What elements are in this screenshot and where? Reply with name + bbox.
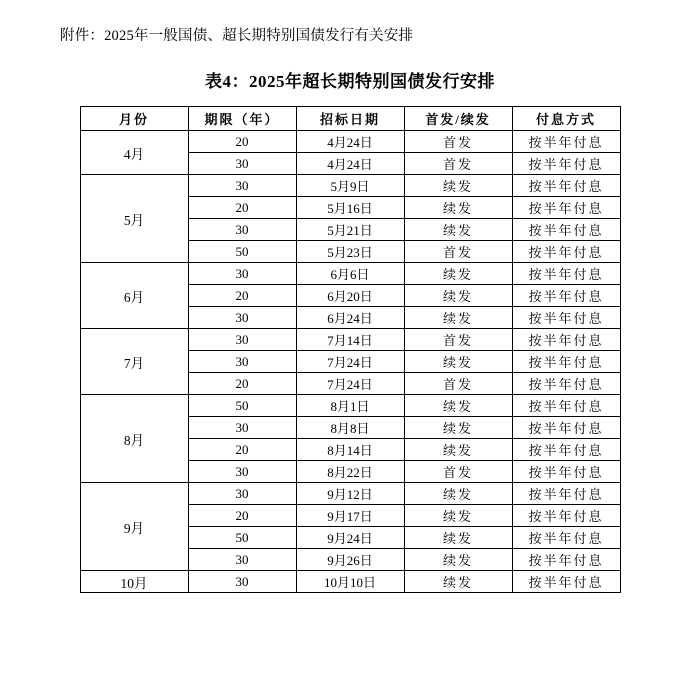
cell-auction-date: 8月22日 xyxy=(296,461,404,483)
cell-interest-payment: 按半年付息 xyxy=(512,131,620,153)
cell-issue-type: 续发 xyxy=(404,395,512,417)
cell-term: 30 xyxy=(188,483,296,505)
cell-interest-payment: 按半年付息 xyxy=(512,285,620,307)
cell-term: 30 xyxy=(188,417,296,439)
cell-term: 20 xyxy=(188,373,296,395)
cell-issue-type: 续发 xyxy=(404,285,512,307)
cell-term: 30 xyxy=(188,175,296,197)
table-row xyxy=(80,483,620,505)
cell-month: 6月 xyxy=(80,263,188,329)
cell-interest-payment: 按半年付息 xyxy=(512,483,620,505)
column-header-month: 月份 xyxy=(80,107,188,131)
cell-auction-date: 5月16日 xyxy=(296,197,404,219)
cell-term: 20 xyxy=(188,285,296,307)
cell-issue-type: 续发 xyxy=(404,571,512,593)
cell-issue-type: 首发 xyxy=(404,461,512,483)
cell-term: 30 xyxy=(188,461,296,483)
cell-term: 30 xyxy=(188,219,296,241)
column-header-auction-date: 招标日期 xyxy=(296,107,404,131)
cell-interest-payment: 按半年付息 xyxy=(512,417,620,439)
cell-term: 50 xyxy=(188,395,296,417)
bond-issuance-table xyxy=(80,106,621,593)
table-row xyxy=(80,175,620,197)
attachment-note: 附件：2025年一般国债、超长期特别国债发行有关安排 xyxy=(60,28,414,44)
cell-auction-date: 6月6日 xyxy=(296,263,404,285)
column-header-interest-payment: 付息方式 xyxy=(512,107,620,131)
cell-auction-date: 5月23日 xyxy=(296,241,404,263)
cell-auction-date: 5月21日 xyxy=(296,219,404,241)
cell-auction-date: 7月24日 xyxy=(296,373,404,395)
cell-interest-payment: 按半年付息 xyxy=(512,351,620,373)
cell-term: 30 xyxy=(188,351,296,373)
cell-interest-payment: 按半年付息 xyxy=(512,439,620,461)
cell-issue-type: 续发 xyxy=(404,197,512,219)
cell-issue-type: 首发 xyxy=(404,373,512,395)
cell-auction-date: 6月20日 xyxy=(296,285,404,307)
cell-issue-type: 续发 xyxy=(404,417,512,439)
cell-auction-date: 9月12日 xyxy=(296,483,404,505)
cell-interest-payment: 按半年付息 xyxy=(512,263,620,285)
table-body xyxy=(80,131,620,593)
cell-month: 8月 xyxy=(80,395,188,483)
cell-month: 4月 xyxy=(80,131,188,175)
column-header-issue-type: 首发/续发 xyxy=(404,107,512,131)
cell-auction-date: 5月9日 xyxy=(296,175,404,197)
cell-term: 30 xyxy=(188,263,296,285)
cell-term: 20 xyxy=(188,439,296,461)
table-header xyxy=(80,107,620,131)
cell-issue-type: 续发 xyxy=(404,175,512,197)
cell-auction-date: 10月10日 xyxy=(296,571,404,593)
cell-interest-payment: 按半年付息 xyxy=(512,461,620,483)
cell-issue-type: 续发 xyxy=(404,439,512,461)
cell-term: 30 xyxy=(188,329,296,351)
cell-month: 5月 xyxy=(80,175,188,263)
document-page xyxy=(0,24,700,687)
cell-issue-type: 续发 xyxy=(404,219,512,241)
cell-auction-date: 4月24日 xyxy=(296,131,404,153)
cell-interest-payment: 按半年付息 xyxy=(512,219,620,241)
cell-issue-type: 首发 xyxy=(404,131,512,153)
cell-issue-type: 首发 xyxy=(404,153,512,175)
table-header-row xyxy=(80,107,620,131)
cell-auction-date: 8月14日 xyxy=(296,439,404,461)
table-row xyxy=(80,131,620,153)
cell-term: 50 xyxy=(188,527,296,549)
cell-interest-payment: 按半年付息 xyxy=(512,527,620,549)
table-row xyxy=(80,395,620,417)
cell-interest-payment: 按半年付息 xyxy=(512,549,620,571)
table-row xyxy=(80,571,620,593)
cell-auction-date: 8月1日 xyxy=(296,395,404,417)
cell-interest-payment: 按半年付息 xyxy=(512,505,620,527)
cell-issue-type: 续发 xyxy=(404,307,512,329)
cell-auction-date: 7月24日 xyxy=(296,351,404,373)
cell-interest-payment: 按半年付息 xyxy=(512,395,620,417)
cell-interest-payment: 按半年付息 xyxy=(512,175,620,197)
cell-interest-payment: 按半年付息 xyxy=(512,571,620,593)
cell-term: 30 xyxy=(188,153,296,175)
cell-auction-date: 7月14日 xyxy=(296,329,404,351)
table-title: 表4：2025年超长期特别国债发行安排 xyxy=(205,72,495,91)
cell-interest-payment: 按半年付息 xyxy=(512,329,620,351)
cell-term: 20 xyxy=(188,197,296,219)
cell-auction-date: 9月17日 xyxy=(296,505,404,527)
cell-interest-payment: 按半年付息 xyxy=(512,153,620,175)
cell-term: 50 xyxy=(188,241,296,263)
cell-auction-date: 6月24日 xyxy=(296,307,404,329)
cell-interest-payment: 按半年付息 xyxy=(512,373,620,395)
cell-month: 7月 xyxy=(80,329,188,395)
cell-interest-payment: 按半年付息 xyxy=(512,197,620,219)
cell-auction-date: 8月8日 xyxy=(296,417,404,439)
cell-issue-type: 首发 xyxy=(404,241,512,263)
cell-term: 20 xyxy=(188,505,296,527)
cell-month: 9月 xyxy=(80,483,188,571)
cell-issue-type: 续发 xyxy=(404,483,512,505)
cell-auction-date: 9月24日 xyxy=(296,527,404,549)
cell-issue-type: 续发 xyxy=(404,505,512,527)
column-header-term: 期限（年） xyxy=(188,107,296,131)
cell-auction-date: 4月24日 xyxy=(296,153,404,175)
cell-issue-type: 续发 xyxy=(404,263,512,285)
cell-term: 30 xyxy=(188,549,296,571)
cell-month: 10月 xyxy=(80,571,188,593)
cell-issue-type: 续发 xyxy=(404,527,512,549)
cell-issue-type: 首发 xyxy=(404,329,512,351)
table-row xyxy=(80,263,620,285)
cell-issue-type: 续发 xyxy=(404,549,512,571)
cell-interest-payment: 按半年付息 xyxy=(512,241,620,263)
cell-issue-type: 续发 xyxy=(404,351,512,373)
cell-auction-date: 9月26日 xyxy=(296,549,404,571)
cell-interest-payment: 按半年付息 xyxy=(512,307,620,329)
table-row xyxy=(80,329,620,351)
cell-term: 30 xyxy=(188,307,296,329)
cell-term: 30 xyxy=(188,571,296,593)
cell-term: 20 xyxy=(188,131,296,153)
